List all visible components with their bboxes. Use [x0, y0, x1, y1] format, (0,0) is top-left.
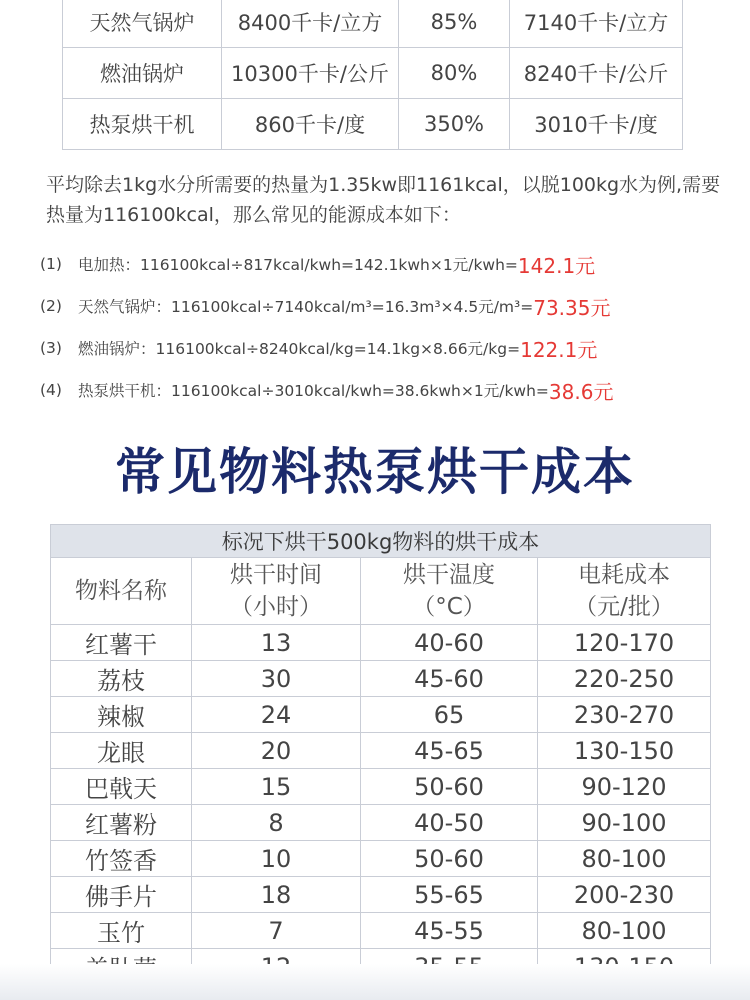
- material-name: 红薯干: [51, 625, 192, 661]
- drying-temp: 45-65: [361, 733, 538, 769]
- drying-time: 20: [192, 733, 361, 769]
- drying-temp: 50-60: [361, 769, 538, 805]
- efficiency: 80%: [399, 48, 510, 99]
- effective-heat: 7140千卡/立方: [510, 0, 683, 48]
- power-cost: 130-150: [538, 733, 711, 769]
- drying-time: 15: [192, 769, 361, 805]
- table-row: [63, 99, 683, 150]
- drying-temp: 40-50: [361, 805, 538, 841]
- table-row: [51, 805, 711, 841]
- power-cost: 80-100: [538, 913, 711, 949]
- effective-heat: 3010千卡/度: [510, 99, 683, 150]
- drying-time: 24: [192, 697, 361, 733]
- drying-temp: 65: [361, 697, 538, 733]
- table-row: [51, 877, 711, 913]
- material-name: 辣椒: [51, 697, 192, 733]
- table-row: [63, 48, 683, 99]
- drying-time: 7: [192, 913, 361, 949]
- drying-time: 18: [192, 877, 361, 913]
- header-power-cost: 电耗成本 （元/批）: [538, 558, 711, 625]
- calc-index: (3): [40, 339, 62, 357]
- drying-temp: 55-65: [361, 877, 538, 913]
- calc-result: 142.1元: [517, 253, 596, 278]
- effective-heat: 8240千卡/公斤: [510, 48, 683, 99]
- material-name: 龙眼: [51, 733, 192, 769]
- table-caption: 标况下烘干500kg物料的烘干成本: [51, 525, 711, 558]
- bottom-fade: [0, 964, 750, 1000]
- efficiency: 350%: [399, 99, 510, 150]
- material-name: 荔枝: [51, 661, 192, 697]
- table-row: [51, 769, 711, 805]
- heat-value: 8400千卡/立方: [222, 0, 399, 48]
- calc-formula: 热泵烘干机：116100kcal÷3010kcal/kwh=38.6kwh×1元/kwh=: [78, 382, 549, 400]
- power-cost: 120-170: [538, 625, 711, 661]
- drying-temp: 45-60: [361, 661, 538, 697]
- power-cost: 220-250: [538, 661, 711, 697]
- table-header-row: [51, 558, 711, 625]
- material-name: 红薯粉: [51, 805, 192, 841]
- calc-formula: 天然气锅炉：116100kcal÷7140kcal/m³=16.3m³×4.5元/m³=: [78, 298, 534, 316]
- power-cost: 90-100: [538, 805, 711, 841]
- table-row: [51, 661, 711, 697]
- calc-formula: 燃油锅炉：116100kcal÷8240kcal/kg=14.1kg×8.66元/kg=: [78, 340, 521, 358]
- heat-value: 10300千卡/公斤: [222, 48, 399, 99]
- material-name: 巴戟天: [51, 769, 192, 805]
- material-name: 玉竹: [51, 913, 192, 949]
- calc-index: (4): [40, 381, 62, 399]
- header-drying-time: 烘干时间 （小时）: [192, 558, 361, 625]
- calc-item: [40, 369, 740, 411]
- calc-index: (1): [40, 255, 62, 273]
- energy-cost-calculations: [40, 243, 740, 411]
- table-row: [51, 625, 711, 661]
- table-row: [51, 913, 711, 949]
- power-cost: 200-230: [538, 877, 711, 913]
- material-name: 竹签香: [51, 841, 192, 877]
- table-row: [51, 697, 711, 733]
- drying-time: 10: [192, 841, 361, 877]
- section-title: 常见物料热泵烘干成本: [115, 443, 635, 501]
- calc-result: 122.1元: [520, 337, 598, 362]
- drying-cost-table: [50, 524, 711, 985]
- calc-index: (2): [40, 297, 62, 315]
- energy-type: 热泵烘干机: [63, 99, 222, 150]
- calc-item: [40, 285, 740, 327]
- power-cost: 230-270: [538, 697, 711, 733]
- energy-efficiency-table: [62, 0, 683, 150]
- calc-item: [40, 243, 740, 285]
- calc-result: 73.35元: [533, 295, 611, 320]
- table-row: [51, 841, 711, 877]
- drying-time: 30: [192, 661, 361, 697]
- header-drying-temp: 烘干温度 （°C）: [361, 558, 538, 625]
- power-cost: 90-120: [538, 769, 711, 805]
- table-row: [51, 733, 711, 769]
- drying-time: 13: [192, 625, 361, 661]
- energy-type: 燃油锅炉: [63, 48, 222, 99]
- efficiency: 85%: [399, 0, 510, 48]
- table-row: [63, 0, 683, 48]
- heat-value: 860千卡/度: [222, 99, 399, 150]
- calc-formula: 电加热：116100kcal÷817kcal/kwh=142.1kwh×1元/kwh=: [78, 256, 518, 274]
- energy-type: 天然气锅炉: [63, 0, 222, 48]
- material-name: 佛手片: [51, 877, 192, 913]
- calc-result: 38.6元: [548, 379, 614, 404]
- drying-temp: 45-55: [361, 913, 538, 949]
- drying-time: 8: [192, 805, 361, 841]
- power-cost: 80-100: [538, 841, 711, 877]
- drying-temp: 50-60: [361, 841, 538, 877]
- intro-paragraph: 平均除去1kg水分所需要的热量为1.35kw即1161kcal，以脱100kg水为例,需要热量为116100kcal，那么常见的能源成本如下：: [46, 174, 721, 226]
- drying-temp: 40-60: [361, 625, 538, 661]
- header-material: 物料名称: [51, 558, 192, 625]
- calc-item: [40, 327, 740, 369]
